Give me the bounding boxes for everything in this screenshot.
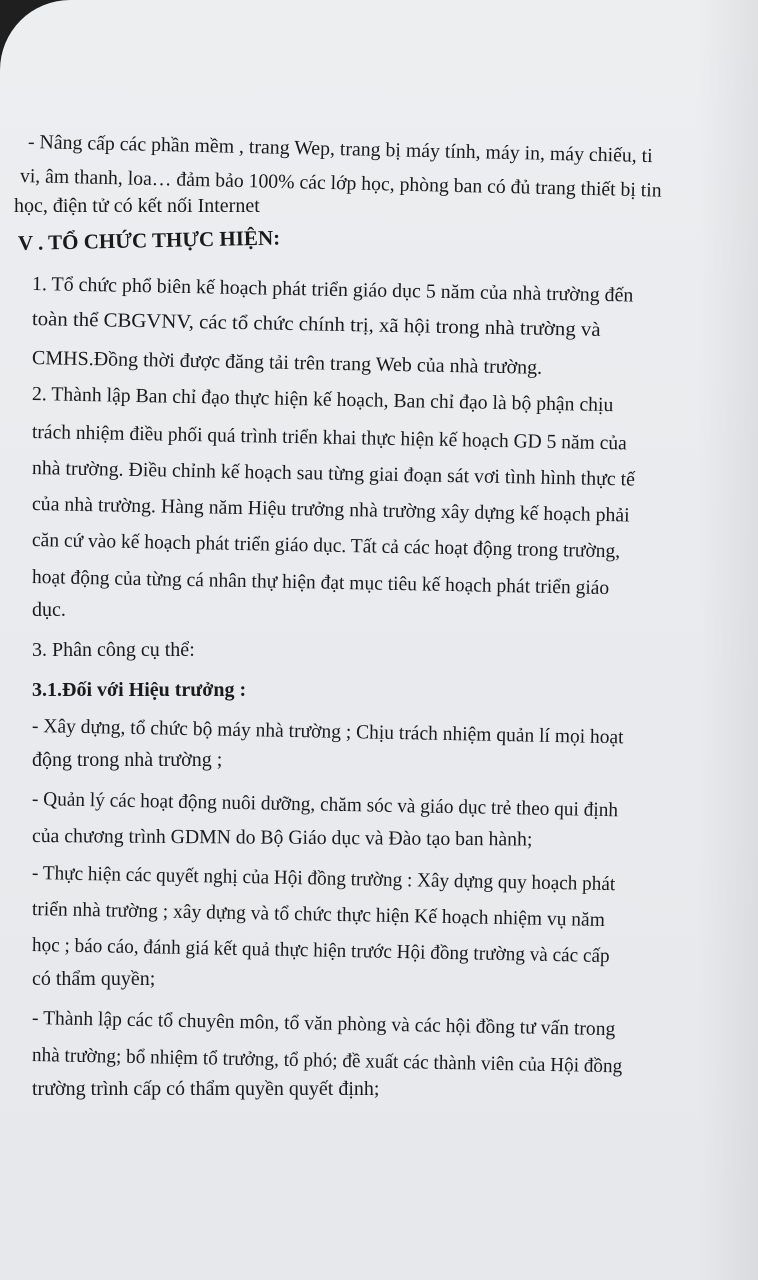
text-line: trách nhiệm điều phối quá trình triển khai thực hiện kế hoạch GD 5 năm của (31, 421, 627, 455)
text-line: của chương trình GDMN do Bộ Giáo dục và Đào tạo ban hành; (31, 825, 533, 851)
text-line: hoạt động của từng cá nhân thự hiện đạt mục tiêu kế hoạch phát triển giáo (31, 566, 610, 600)
text-line: - Xây dựng, tổ chức bộ máy nhà trường ; Chịu trách nhiệm quản lí mọi hoạt (31, 715, 624, 749)
text-line: - Nâng cấp các phần mềm , trang Wep, trang bị máy tính, máy in, máy chiếu, ti (27, 131, 653, 168)
text-line: trường trình cấp có thẩm quyền quyết định; (32, 1078, 380, 1100)
text-line: vi, âm thanh, loa… đảm bảo 100% các lớp học, phòng ban có đủ trang thiết bị tin (19, 165, 662, 202)
text-line: triển nhà trường ; xây dựng và tổ chức thực hiện Kế hoạch nhiệm vụ năm (31, 898, 606, 931)
text-line: 2. Thành lập Ban chỉ đạo thực hiện kế hoạch, Ban chỉ đạo là bộ phận chịu (31, 383, 614, 417)
text-line: học, điện tử có kết nối Internet (14, 195, 260, 217)
text-line: - Thành lập các tổ chuyên môn, tổ văn phòng và các hội đồng tư vấn trong (31, 1007, 616, 1041)
text-line: căn cứ vào kế hoạch phát triển giáo dục. Tất cả các hoạt động trong trường, (31, 529, 621, 563)
text-line: 3. Phân công cụ thể: (32, 639, 195, 661)
subsection-heading: 3.1.Đối với Hiệu trưởng : (32, 679, 247, 701)
text-line: toàn thể CBGVNV, các tổ chức chính trị, xã hội trong nhà trường và (31, 308, 601, 341)
text-line: động trong nhà trường ; (32, 749, 223, 771)
text-line: dục. (32, 599, 66, 621)
text-line: nhà trường. Điều chỉnh kế hoạch sau từng giai đoạn sát vơi tình hình thực tế (31, 457, 636, 491)
text-line: CMHS.Đồng thời được đăng tải trên trang Web của nhà trường. (31, 347, 543, 379)
text-line: có thẩm quyền; (32, 968, 156, 990)
text-line: học ; báo cáo, đánh giá kết quả thực hiện trước Hội đồng trường và các cấp (31, 934, 610, 968)
text-line: nhà trường; bổ nhiệm tổ trưởng, tổ phó; đề xuất các thành viên của Hội đồng (31, 1044, 623, 1078)
section-heading: V . TỔ CHỨC THỰC HIỆN: (17, 225, 281, 255)
text-line: - Thực hiện các quyết nghị của Hội đồng trường : Xây dựng quy hoạch phát (31, 862, 616, 896)
text-line: - Quản lý các hoạt động nuôi dưỡng, chăm sóc và giáo dục trẻ theo qui định (31, 788, 619, 822)
text-line: 1. Tổ chức phổ biên kế hoạch phát triển giáo dục 5 năm của nhà trường đến (31, 273, 634, 307)
text-line: của nhà trường. Hàng năm Hiệu trưởng nhà trường xây dựng kế hoạch phải (31, 493, 630, 527)
